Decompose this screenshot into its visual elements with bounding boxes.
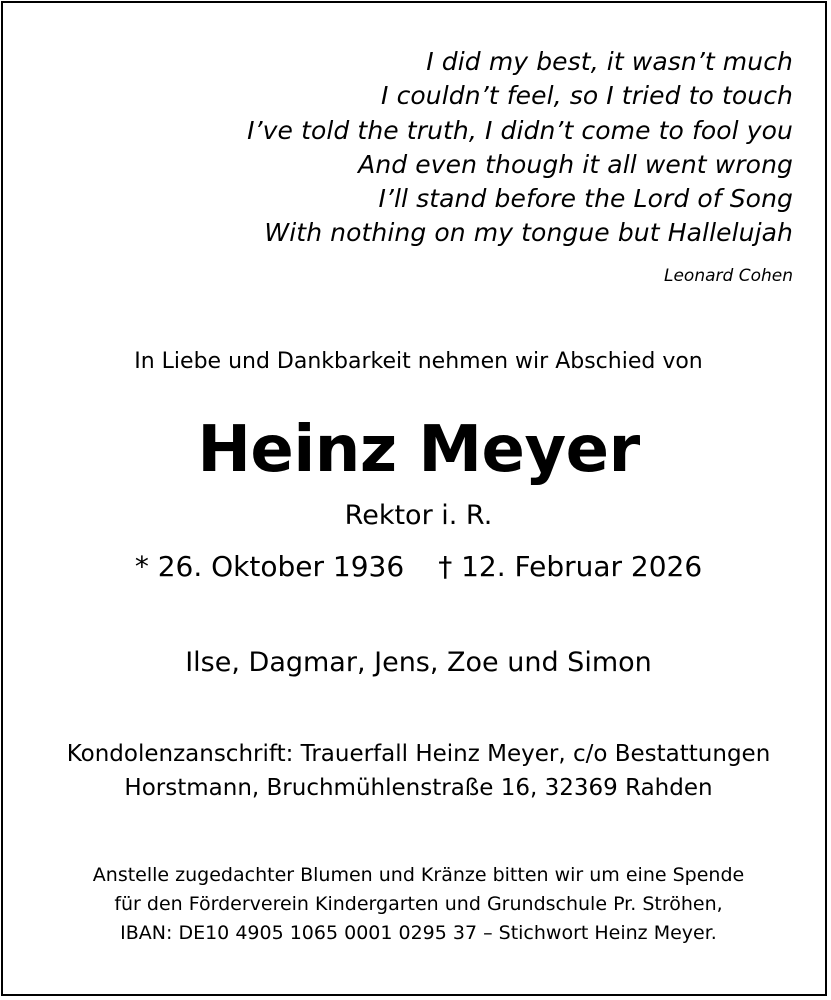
poem-line: I’ll stand before the Lord of Song <box>378 184 793 214</box>
deceased-title: Rektor i. R. <box>344 500 493 531</box>
address-line: Kondolenzanschrift: Trauerfall Heinz Meyer, c/o Bestattungen <box>66 741 771 767</box>
donation-line: Anstelle zugedachter Blumen und Kränze bitten wir um eine Spende <box>92 864 745 886</box>
poem-author: Leonard Cohen <box>664 266 793 286</box>
poem-line: I couldn’t feel, so I tried to touch <box>381 81 793 111</box>
poem-line: I did my best, it wasn’t much <box>426 47 793 76</box>
death-date: † 12. Februar 2026 <box>438 550 703 583</box>
deceased-name: Heinz Meyer <box>197 413 640 487</box>
condolence-address <box>3 737 831 805</box>
poem-quote <box>247 45 793 251</box>
poem-line: I’ve told the truth, I didn’t come to fool you <box>247 115 793 145</box>
poem-line: And even though it all went wrong <box>358 149 793 179</box>
birth-date: * 26. Oktober 1936 <box>134 550 405 583</box>
farewell-intro: In Liebe und Dankbarkeit nehmen wir Abschied von <box>134 349 703 374</box>
obituary-notice <box>1 1 827 996</box>
donation-line: IBAN: DE10 4905 1065 0001 0295 37 – Stichwort Heinz Meyer. <box>120 922 717 944</box>
mourners-list: Ilse, Dagmar, Jens, Zoe und Simon <box>185 647 652 678</box>
poem-line: With nothing on my tongue but Hallelujah <box>264 218 793 248</box>
donation-request <box>3 861 831 948</box>
donation-line: für den Förderverein Kindergarten und Grundschule Pr. Ströhen, <box>114 893 723 915</box>
address-line: Horstmann, Bruchmühlenstraße 16, 32369 Rahden <box>124 775 713 801</box>
life-dates <box>3 547 831 587</box>
